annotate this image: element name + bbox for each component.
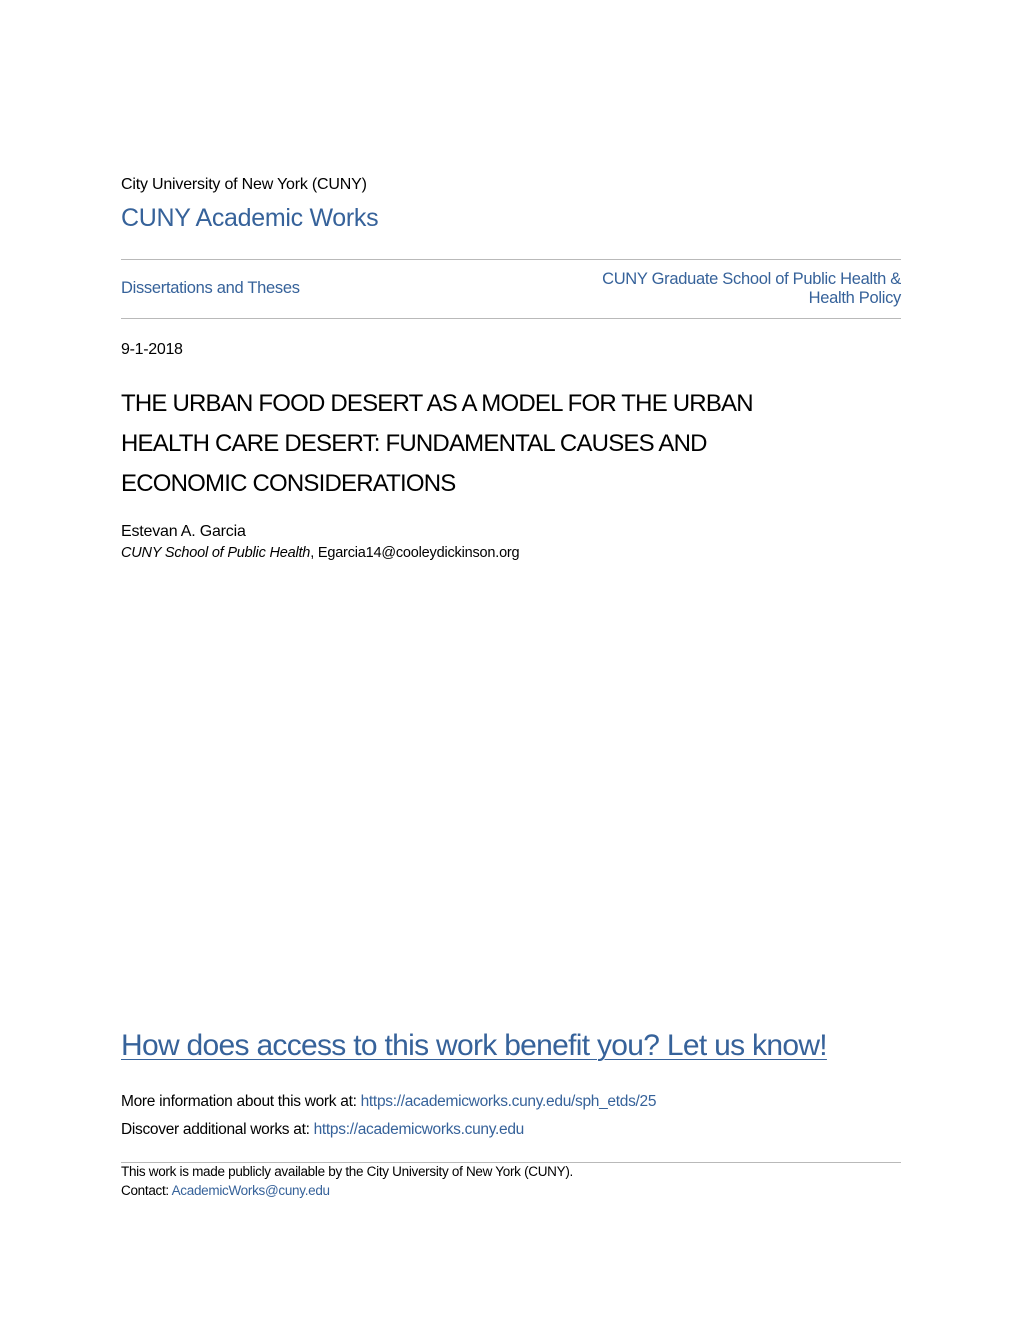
department-link[interactable] <box>602 270 901 308</box>
series-link[interactable]: Dissertations and Theses <box>121 279 300 297</box>
repository-link[interactable]: CUNY Academic Works <box>121 204 379 232</box>
contact-label: Contact: <box>121 1183 172 1198</box>
discover-line <box>121 1121 524 1139</box>
author-affiliation <box>121 545 519 561</box>
department-line-1: CUNY Graduate School of Public Health & <box>602 270 901 288</box>
department-line-2: Health Policy <box>808 289 901 307</box>
institution-name: City University of New York (CUNY) <box>121 176 367 193</box>
discover-label: Discover additional works at: <box>121 1121 314 1138</box>
divider-middle <box>121 318 901 319</box>
availability-notice: This work is made publicly available by the City University of New York (CUNY). <box>121 1164 573 1179</box>
work-title-line-2: HEALTH CARE DESERT: FUNDAMENTAL CAUSES AND <box>121 430 707 457</box>
more-info-url-link[interactable]: https://academicworks.cuny.edu/sph_etds/25 <box>360 1093 657 1110</box>
divider-top <box>121 259 901 260</box>
work-title <box>121 384 881 504</box>
affiliation-separator: , <box>310 545 318 561</box>
contact-line <box>121 1183 330 1198</box>
author-name: Estevan A. Garcia <box>121 523 246 540</box>
feedback-link[interactable]: How does access to this work benefit you? Let us know! <box>121 1029 827 1062</box>
work-title-line-3: ECONOMIC CONSIDERATIONS <box>121 470 456 497</box>
discover-url-link[interactable]: https://academicworks.cuny.edu <box>313 1121 524 1138</box>
affiliation-name: CUNY School of Public Health <box>121 545 311 561</box>
author-email: Egarcia14@cooleydickinson.org <box>317 545 520 561</box>
more-info-line <box>121 1093 656 1111</box>
work-title-line-1: THE URBAN FOOD DESERT AS A MODEL FOR THE URBAN <box>121 390 753 417</box>
divider-footer <box>121 1162 901 1163</box>
more-info-label: More information about this work at: <box>121 1093 361 1110</box>
publication-date: 9-1-2018 <box>121 341 183 358</box>
contact-email-link[interactable]: AcademicWorks@cuny.edu <box>171 1183 330 1198</box>
